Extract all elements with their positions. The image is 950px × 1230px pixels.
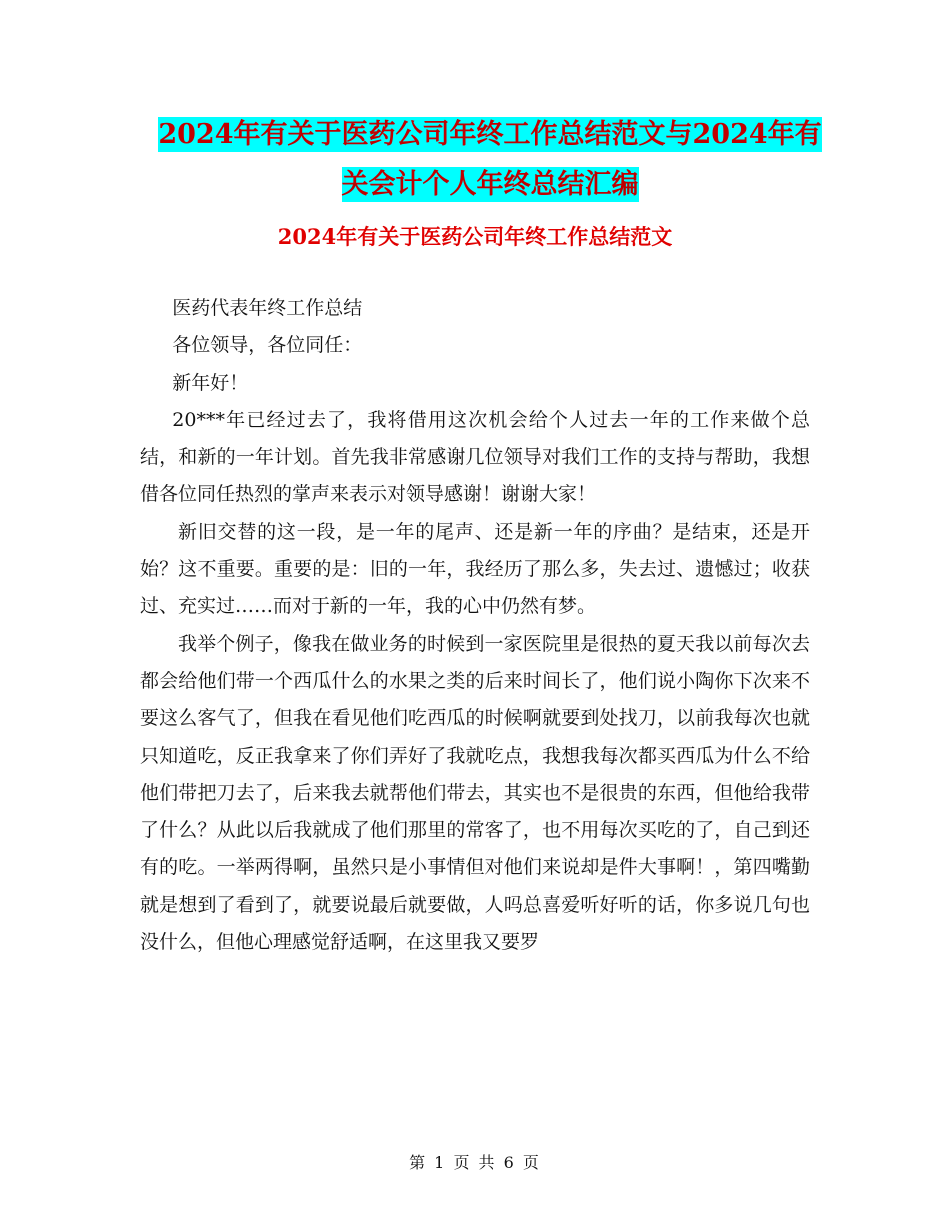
paragraph-reflection: 新旧交替的这一段，是一年的尾声、还是新一年的序曲？是结束，还是开始？这不重要。重要的是：旧的一年，我经历了那么多，失去过、遗憾过；收获过、充实过……而对于新的一年，我的心中仍然有梦。 [140, 520, 810, 618]
paragraph-intro: 20***年已经过去了，我将借用这次机会给个人过去一年的工作来做个总结，和新的一年计划。首先我非常感谢几位领导对我们工作的支持与帮助，我想借各位同任热烈的掌声来表示对领导感谢！谢谢大家！ [140, 408, 810, 506]
main-title-line-2: 关会计个人年终总结汇编 [341, 169, 639, 200]
paragraph-example: 我举个例子，像我在做业务的时候到一家医院里是很热的夏天我以前每次去都会给他们带一个西瓜什么的水果之类的后来时间长了，他们说小陶你下次来不要这么客气了，但我在看见他们吃西瓜的时候啊就要到处找刀，以前我每次也就只知道吃，反正我拿来了你们弄好了我就吃点，我想我每次都买西瓜为什么不给他们带把刀去了，后来我去就帮他们带去，其实也不是很贵的东西，但他给我带了什么？从此以后我就成了他们那里的常客了，也不用每次买吃的了，自己到还有的吃。一举两得啊，虽然只是小事情但对他们来说却是件大事啊！，第四嘴勤就是想到了看到了，就要说最后就要做，人吗总喜爱听好听的话，你多说几句也没什么，但他心理感觉舒适啊，在这里我又要罗 [140, 632, 810, 954]
document-main-title [140, 110, 840, 210]
page-footer: 第 1 页 共 6 页 [409, 1153, 541, 1172]
section-title: 2024年有关于医药公司年终工作总结范文 [277, 224, 673, 249]
main-title-line-1: 2024年有关于医药公司年终工作总结范文与2024年有 [158, 119, 822, 150]
document-body [140, 290, 810, 961]
paragraph-salutation: 各位领导，各位同任： [172, 334, 363, 357]
paragraph-greeting: 新年好！ [172, 371, 249, 394]
paragraph-subtitle: 医药代表年终工作总结 [172, 297, 363, 319]
